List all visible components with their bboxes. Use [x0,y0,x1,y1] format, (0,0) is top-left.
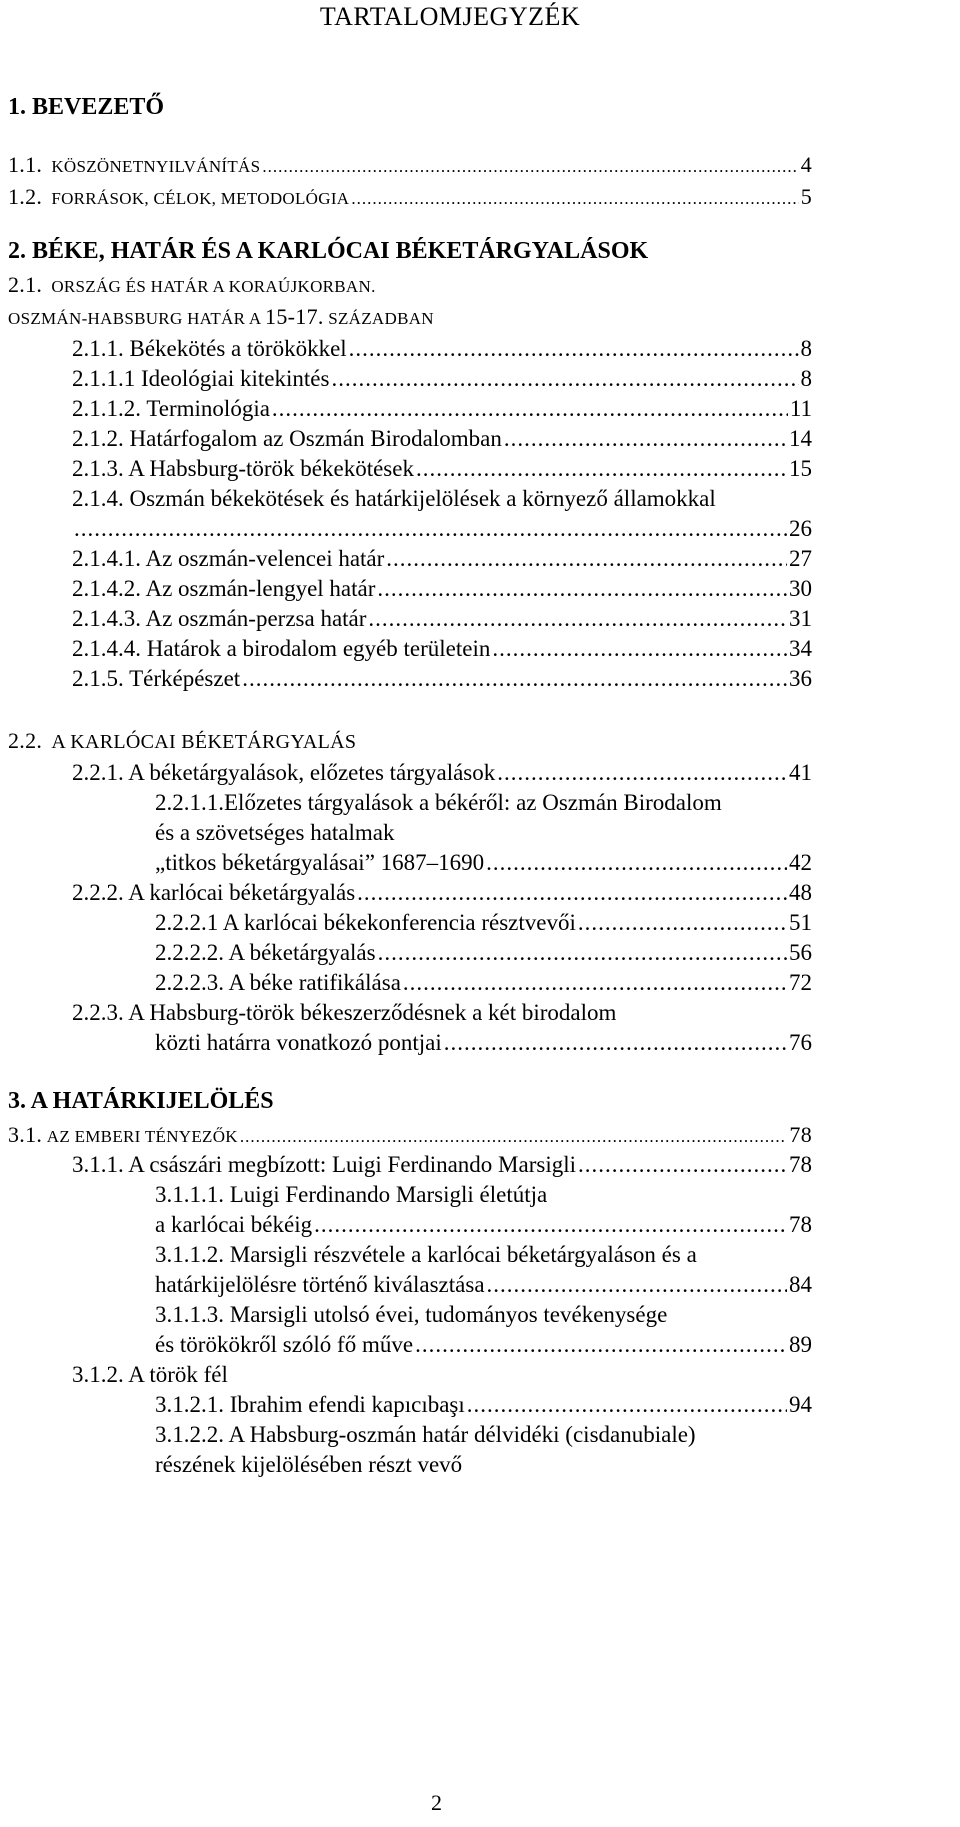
dot-leader [351,184,798,214]
dot-leader [378,938,787,968]
toc-entry-2-2-1[interactable]: 2.2.1. A béketárgyalások, előzetes tárgyalások ..... 41 [72,758,812,788]
toc-entry-2-1-4-2[interactable]: 2.1.4.2. Az oszmán-lengyel határ ..... 30 [72,574,812,604]
section-2-2-heading: 2.2. A KARLÓCAI BÉKETÁRGYALÁS [8,728,357,753]
dot-leader [486,848,787,878]
chapter-1-heading: 1. BEVEZETŐ [8,94,165,120]
toc-entry-3-1-1-1-line1[interactable]: 3.1.1.1. Luigi Ferdinando Marsigli életútja [155,1182,548,1207]
page-ref: 89 [789,1332,812,1357]
page-ref: 27 [789,546,812,571]
toc-entry-3-1-1-2-line1[interactable]: 3.1.1.2. Marsigli részvétele a karlócai béketárgyaláson és a [155,1242,697,1267]
toc-entry-2-2-2-1[interactable]: 2.2.2.1 A karlócai békekonferencia résztvevői ..... 51 [155,908,812,938]
page-title: TARTALOMJEGYZÉK [319,2,581,31]
dot-leader [242,664,787,694]
toc-entry-3-1-1-1[interactable]: a karlócai békéig ..... 78 [155,1210,812,1240]
chapter-2-heading: 2. BÉKE, HATÁR ÉS A KARLÓCAI BÉKETÁRGYALÁSOK [8,238,649,264]
toc-entry-1-2[interactable]: 1.2. FORRÁSOK, CÉLOK, METODOLÓGIA ..... 5 [8,182,812,212]
dot-leader [415,1330,787,1360]
toc-entry-2-2-2-2[interactable]: 2.2.2.2. A béketárgyalás ..... 56 [155,938,812,968]
page-ref: 8 [800,366,812,391]
toc-entry-3-1-1-3[interactable]: és törökökről szóló fő műve ..... 89 [155,1330,812,1360]
page-ref: 56 [789,940,812,965]
toc-entry-2-1-4-3[interactable]: 2.1.4.3. Az oszmán-perzsa határ ..... 31 [72,604,812,634]
toc-entry-3-1[interactable]: 3.1. AZ EMBERI TÉNYEZŐK ..... 78 [8,1120,812,1150]
toc-entry-3-1-1-2[interactable]: határkijelölésre történő kiválasztása ..... 84 [155,1270,812,1300]
page-ref: 78 [789,1122,812,1147]
toc-entry-2-1-4-4[interactable]: 2.1.4.4. Határok a birodalom egyéb területein ..... 34 [72,634,812,664]
toc-entry-2-1-3[interactable]: 2.1.3. A Habsburg-török békekötések ..... 15 [72,454,812,484]
page-ref: 76 [789,1030,812,1055]
toc-entry-3-1-1[interactable]: 3.1.1. A császári megbízott: Luigi Ferdinando Marsigli ..... 78 [72,1150,812,1180]
dot-leader [314,1210,787,1240]
toc-entry-2-1-1-1[interactable]: 2.1.1.1 Ideológiai kitekintés ..... 8 [72,364,812,394]
dot-leader [331,364,798,394]
dot-leader [386,544,787,574]
dot-leader [377,574,787,604]
page-ref: 36 [789,666,812,691]
page-ref: 41 [789,760,812,785]
dot-leader [357,878,787,908]
dot-leader [487,1270,787,1300]
toc-entry-2-1-5[interactable]: 2.1.5. Térképészet ..... 36 [72,664,812,694]
toc-entry-3-1-2-2-line2[interactable]: részének kijelölésében részt vevő [155,1452,463,1477]
page-ref: 94 [789,1392,812,1417]
dot-leader [416,454,787,484]
dot-leader [444,1028,787,1058]
toc-entry-2-2-3-line1[interactable]: 2.2.3. A Habsburg-török békeszerződésnek a két birodalom [72,1000,617,1025]
section-2-1-line2: OSZMÁN-HABSBURG HATÁR A 15-17. SZÁZADBAN [8,304,434,329]
dot-leader [467,1390,787,1420]
page-ref: 34 [789,636,812,661]
toc-entry-2-1-4[interactable] [72,514,812,544]
toc-entry-2-2-2-3[interactable]: 2.2.2.3. A béke ratifikálása ..... 72 [155,968,812,998]
page-ref: 51 [789,910,812,935]
page-number: 2 [431,1790,442,1815]
toc-entry-3-1-2-2-line1[interactable]: 3.1.2.2. A Habsburg-oszmán határ délvidéki (cisdanubiale) [155,1422,696,1447]
page-ref: 31 [789,606,812,631]
dot-leader [492,634,787,664]
page-ref: 15 [789,456,812,481]
chapter-3-heading: 3. A HATÁRKIJELÖLÉS [8,1088,274,1114]
page-ref: 84 [789,1272,812,1297]
page-ref: 8 [800,336,812,361]
toc-entry-2-2-1-1-line2[interactable]: és a szövetséges hatalmak [155,820,395,845]
dot-leader [262,152,798,182]
toc-entry-2-2-1-1-line1[interactable]: 2.2.1.1.Előzetes tárgyalások a békéről: az Oszmán Birodalom [155,790,722,815]
dot-leader [349,334,799,364]
page-ref: 48 [789,880,812,905]
toc-entry-3-1-2-1[interactable]: 3.1.2.1. Ibrahim efendi kapıcıbaşı ..... 94 [155,1390,812,1420]
dot-leader [504,424,787,454]
toc-entry-2-1-1[interactable]: 2.1.1. Békekötés a törökökkel ..... 8 [72,334,812,364]
page-ref: 5 [800,184,812,209]
dot-leader [74,514,787,544]
page-ref: 11 [789,396,812,421]
dot-leader [240,1122,788,1152]
toc-entry-2-2-1-1[interactable]: „titkos béketárgyalásai” 1687–1690 ..... 42 [155,848,812,878]
toc-entry-3-1-2[interactable]: 3.1.2. A török fél [72,1362,228,1387]
toc-entry-1-1[interactable]: 1.1. KÖSZÖNETNYILVÁNÍTÁS ..... 4 [8,150,812,180]
toc-entry-2-2-3[interactable]: közti határra vonatkozó pontjai ..... 76 [155,1028,812,1058]
toc-entry-2-1-2[interactable]: 2.1.2. Határfogalom az Oszmán Birodalomban ..... 14 [72,424,812,454]
dot-leader [497,758,787,788]
page-ref: 78 [789,1152,812,1177]
toc-entry-2-1-1-2[interactable]: 2.1.1.2. Terminológia ..... 11 [72,394,812,424]
page-ref: 42 [789,850,812,875]
dot-leader [578,1150,787,1180]
toc-entry-2-2-2[interactable]: 2.2.2. A karlócai béketárgyalás ..... 48 [72,878,812,908]
dot-leader [272,394,788,424]
dot-leader [403,968,787,998]
toc-entry-3-1-1-3-line1[interactable]: 3.1.1.3. Marsigli utolsó évei, tudományos tevékenysége [155,1302,668,1327]
page-ref: 78 [789,1212,812,1237]
page-ref: 4 [800,152,812,177]
dot-leader [368,604,787,634]
page-ref: 14 [789,426,812,451]
page-ref: 72 [789,970,812,995]
page-ref: 30 [789,576,812,601]
toc-entry-2-1-4-1[interactable]: 2.1.4.1. Az oszmán-velencei határ ..... 27 [72,544,812,574]
section-2-1-line1: 2.1. ORSZÁG ÉS HATÁR A KORAÚJKORBAN. [8,272,376,297]
dot-leader [578,908,787,938]
toc-entry-2-1-4-title[interactable]: 2.1.4. Oszmán békekötések és határkijelölések a környező államokkal [72,486,716,511]
page-ref: 26 [789,516,812,541]
